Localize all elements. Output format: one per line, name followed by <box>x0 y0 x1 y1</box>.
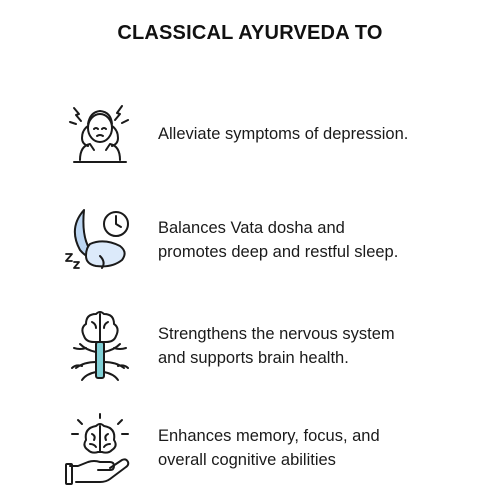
benefit-line: Alleviate symptoms of depression. <box>158 125 409 143</box>
benefit-text-depression <box>158 122 478 146</box>
benefit-line: and supports brain health. <box>158 349 349 367</box>
benefit-item-depression <box>0 94 500 174</box>
benefit-line: Balances Vata dosha and <box>158 219 345 237</box>
brain-nerves-icon <box>60 306 140 386</box>
benefit-item-nervous-system <box>0 306 500 386</box>
brain-in-hand-icon <box>60 410 140 490</box>
page-title: CLASSICAL AYURVEDA TO <box>117 22 383 44</box>
benefit-line: overall cognitive abilities <box>158 451 336 469</box>
benefit-item-sleep <box>0 200 500 280</box>
benefit-line: Enhances memory, focus, and <box>158 427 380 445</box>
benefit-text-cognition <box>158 424 478 472</box>
benefit-text-sleep <box>158 216 478 264</box>
benefit-item-cognition <box>0 410 500 490</box>
stressed-person-icon <box>60 94 140 174</box>
sleep-moon-clock-icon <box>60 200 140 280</box>
benefit-text-nervous-system <box>158 322 478 370</box>
benefit-line: promotes deep and restful sleep. <box>158 243 399 261</box>
benefit-line: Strengthens the nervous system <box>158 325 395 343</box>
